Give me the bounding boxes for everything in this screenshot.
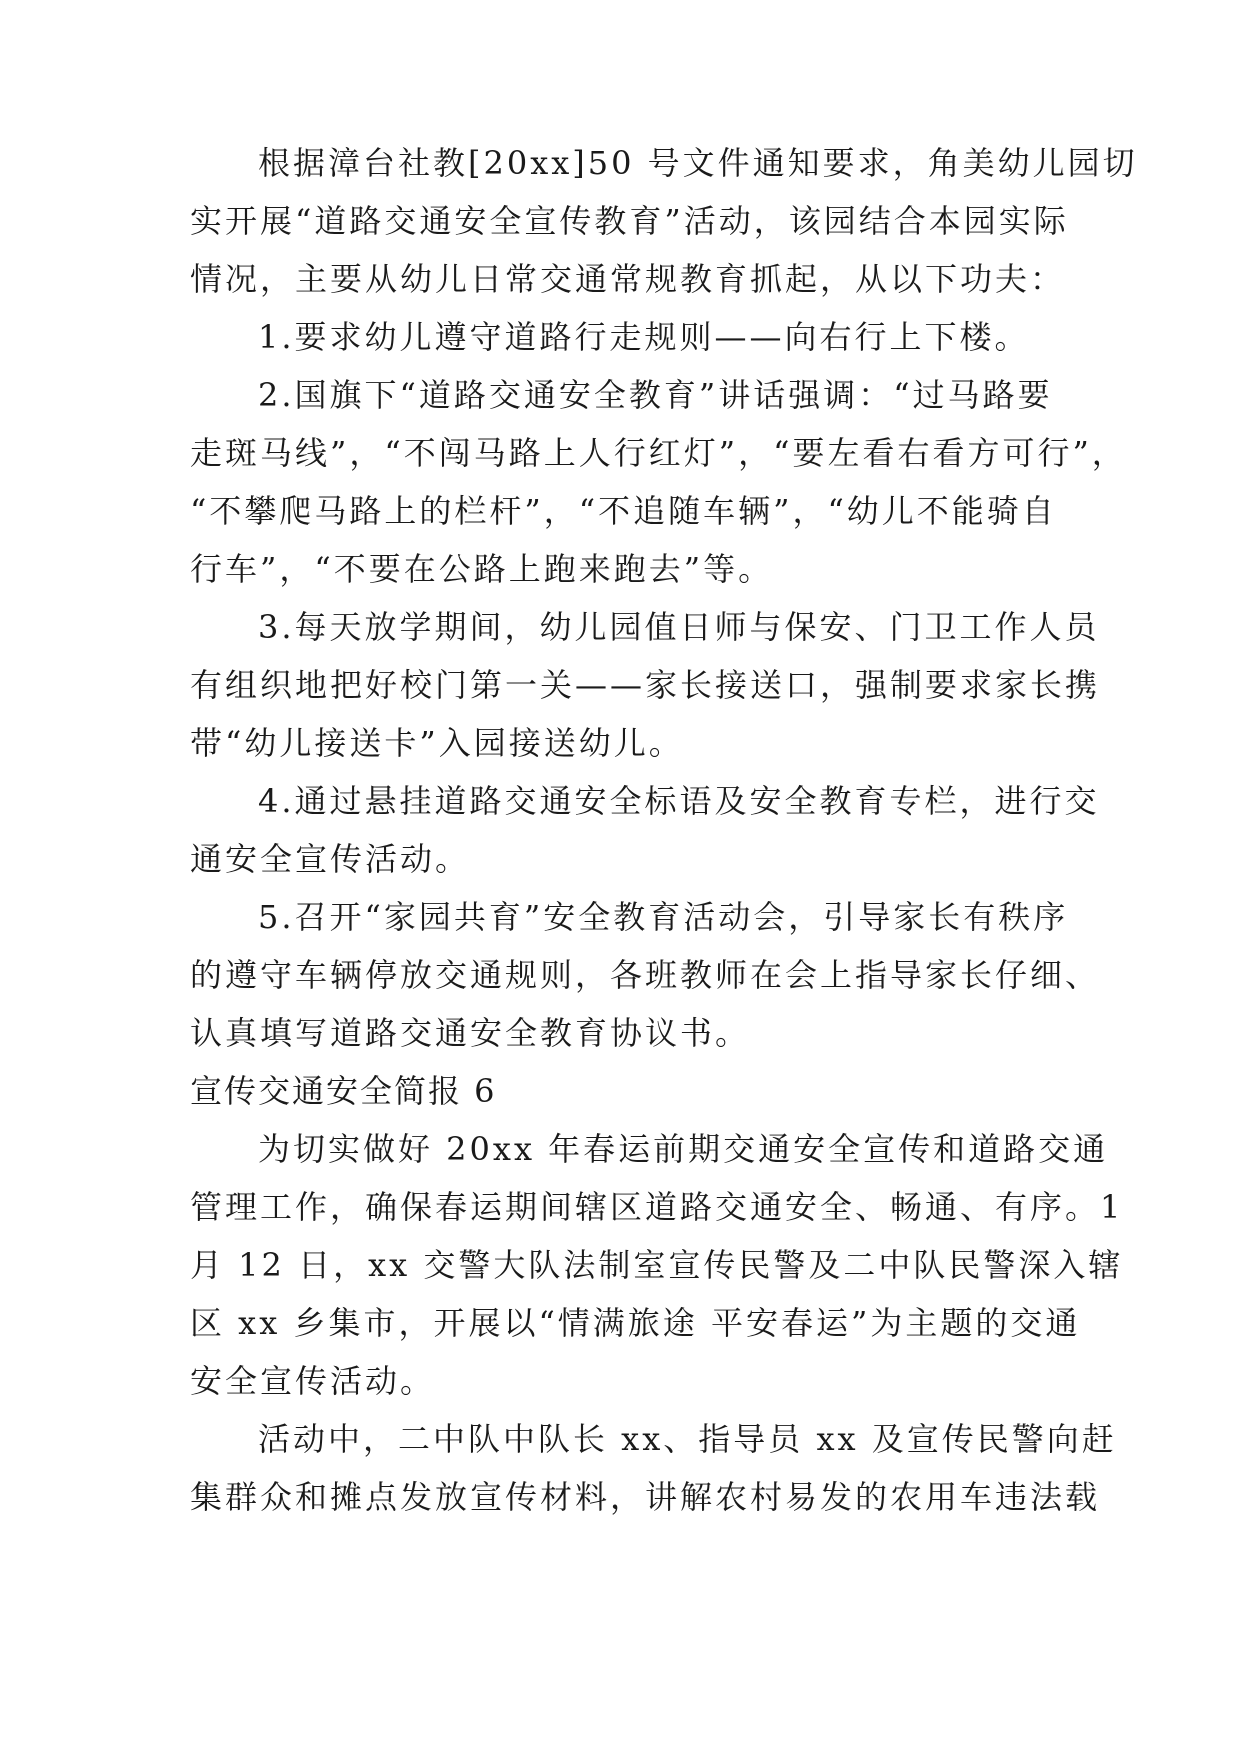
paragraph-line: “不攀爬马路上的栏杆”，“不追随车辆”，“幼儿不能骑自 [190,492,1057,530]
paragraph-line: 通安全宣传活动。 [190,840,471,878]
paragraph-line: 实开展“道路交通安全宣传教育”活动，该园结合本园实际 [190,202,1069,240]
paragraph-line: 有组织地把好校门第一关——家长接送口，强制要求家长携 [190,666,1101,704]
paragraph-line: 3.每天放学期间，幼儿园值日师与保安、门卫工作人员 [258,608,1100,646]
section-heading: 宣传交通安全简报 6 [190,1072,497,1110]
paragraph-line: 2.国旗下“道路交通安全教育”讲话强调：“过马路要 [258,376,1053,414]
paragraph-line: 认真填写道路交通安全教育协议书。 [190,1014,751,1052]
paragraph-line: 为切实做好 20xx 年春运前期交通安全宣传和道路交通 [258,1130,1109,1168]
paragraph-line: 走斑马线”，“不闯马路上人行红灯”，“要左看右看方可行”， [190,434,1127,472]
paragraph-line: 行车”，“不要在公路上跑来跑去”等。 [190,550,774,588]
paragraph-line: 集群众和摊点发放宣传材料，讲解农村易发的农用车违法载 [190,1478,1101,1516]
paragraph-line: 安全宣传活动。 [190,1362,436,1400]
paragraph-line: 活动中，二中队中队长 xx、指导员 xx 及宣传民警向赶 [258,1420,1117,1458]
paragraph-line: 区 xx 乡集市，开展以“情满旅途 平安春运”为主题的交通 [190,1304,1081,1342]
paragraph-line: 管理工作，确保春运期间辖区道路交通安全、畅通、有序。1 [190,1188,1124,1226]
paragraph-line: 月 12 日，xx 交警大队法制室宣传民警及二中队民警深入辖 [190,1246,1124,1284]
paragraph-line: 情况，主要从幼儿日常交通常规教育抓起，从以下功夫： [190,260,1066,298]
paragraph-line: 1.要求幼儿遵守道路行走规则——向右行上下楼。 [258,318,1030,356]
paragraph-line: 带“幼儿接送卡”入园接送幼儿。 [190,724,684,762]
paragraph-line: 5.召开“家园共育”安全教育活动会，引导家长有秩序 [258,898,1069,936]
paragraph-line: 的遵守车辆停放交通规则，各班教师在会上指导家长仔细、 [190,956,1101,994]
paragraph-line: 根据漳台社教[20xx]50 号文件通知要求，角美幼儿园切 [258,144,1138,182]
paragraph-line: 4.通过悬挂道路交通安全标语及安全教育专栏，进行交 [258,782,1100,820]
